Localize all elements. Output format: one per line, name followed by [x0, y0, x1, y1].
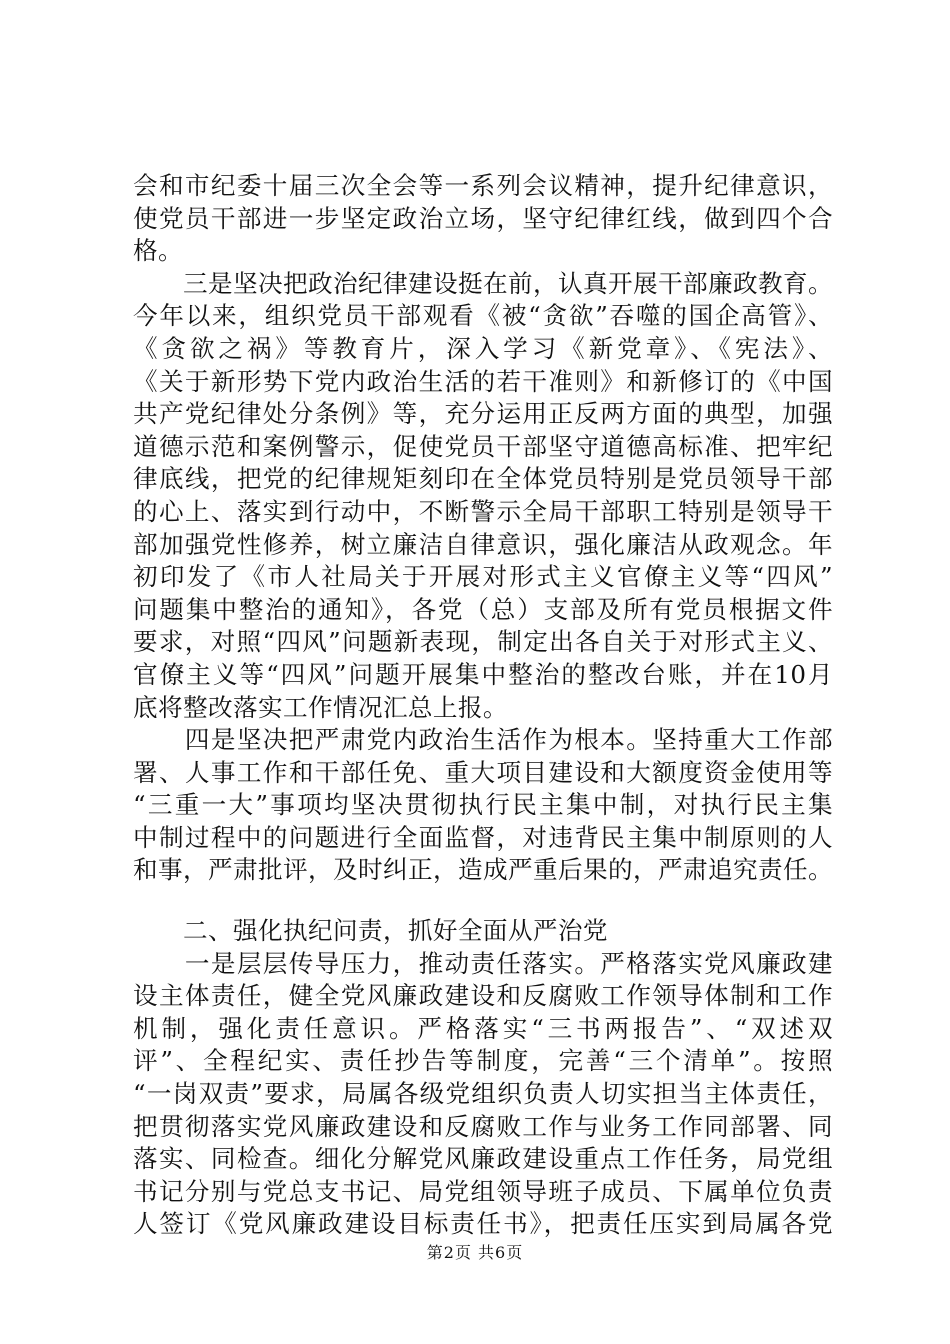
text-line: “三重一大”事项均坚决贯彻执行民主集中制，对执行民主集 [133, 790, 833, 820]
text-line: 署、人事工作和干部任免、重大项目建设和大额度资金使用等 [133, 757, 833, 787]
text-line: 《贪欲之祸》等教育片，深入学习《新党章》、《宪法》、 [133, 333, 833, 363]
text-line: 《关于新形势下党内政治生活的若干准则》和新修订的《中国 [133, 366, 833, 396]
text-line: 设主体责任，健全党风廉政建设和反腐败工作领导体制和工作 [133, 981, 833, 1011]
text-line: 书记分别与党总支书记、局党组领导班子成员、下属单位负责 [133, 1176, 833, 1206]
text-line: 律底线，把党的纪律规矩刻印在全体党员特别是党员领导干部 [133, 464, 833, 494]
text-line: 今年以来，组织党员干部观看《被“贪欲”吞噬的国企高管》、 [133, 301, 833, 331]
text-line: 要求，对照“四风”问题新表现，制定出各自关于对形式主义、 [133, 627, 833, 657]
text-line: 初印发了《市人社局关于开展对形式主义官僚主义等“四风” [133, 562, 833, 592]
text-line: 中制过程中的问题进行全面监督，对违背民主集中制原则的人 [133, 822, 833, 852]
text-line: 道德示范和案例警示，促使党员干部坚守道德高标准、把牢纪 [133, 431, 833, 461]
text-line: 底将整改落实工作情况汇总上报。 [133, 692, 508, 722]
page-footer: 第2页 共6页 [426, 1243, 524, 1262]
text-line: 使党员干部进一步坚定政治立场，坚守纪律红线，做到四个合 [133, 203, 833, 233]
text-line: 会和市纪委十届三次全会等一系列会议精神，提升纪律意识， [133, 171, 833, 200]
text-line: 官僚主义等“四风”问题开展集中整治的整改台账，并在10月 [133, 659, 833, 689]
text-line: 一是层层传导压力，推动责任落实。严格落实党风廉政建 [133, 948, 833, 978]
text-line: “一岗双责”要求，局属各级党组织负责人切实担当主体责任， [133, 1079, 833, 1109]
document-body [133, 170, 833, 1241]
section-heading: 二、强化执纪问责，抓好全面从严治党 [133, 916, 608, 946]
text-line: 和事，严肃批评，及时纠正，造成严重后果的，严肃追究责任。 [133, 855, 833, 885]
text-line: 共产党纪律处分条例》等，充分运用正反两方面的典型，加强 [133, 399, 833, 429]
text-line: 部加强党性修养，树立廉洁自律意识，强化廉洁从政观念。年 [133, 529, 833, 559]
text-line: 格。 [133, 236, 183, 266]
text-line: 机制，强化责任意识。严格落实“三书两报告”、“双述双 [133, 1013, 833, 1043]
text-line: 问题集中整治的通知》，各党（总）支部及所有党员根据文件 [133, 594, 833, 624]
text-line: 的心上、落实到行动中，不断警示全局干部职工特别是领导干 [133, 496, 833, 526]
text-line: 把贯彻落实党风廉政建设和反腐败工作与业务工作同部署、同 [133, 1111, 833, 1141]
text-line: 落实、同检查。细化分解党风廉政建设重点工作任务，局党组 [133, 1144, 833, 1174]
paragraph-gap [133, 887, 833, 915]
text-line: 人签订《党风廉政建设目标责任书》，把责任压实到局属各党 [133, 1209, 833, 1239]
text-line: 四是坚决把严肃党内政治生活作为根本。坚持重大工作部 [133, 725, 833, 755]
text-line: 评”、全程纪实、责任抄告等制度，完善“三个清单”。按照 [133, 1046, 833, 1076]
text-line: 三是坚决把政治纪律建设挺在前，认真开展干部廉政教育。 [133, 268, 833, 298]
